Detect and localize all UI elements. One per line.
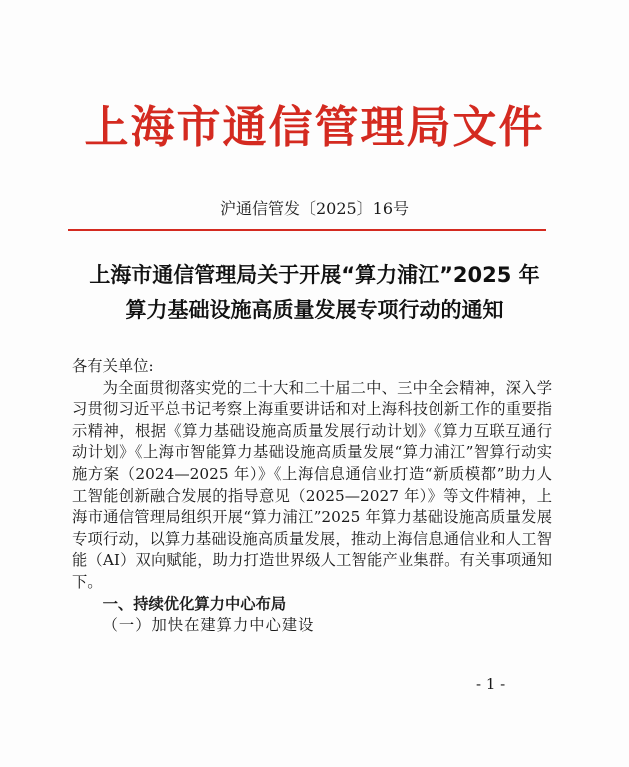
notice-title-line-1: 上海市通信管理局关于开展“算力浦江”2025 年: [89, 263, 540, 287]
red-divider-line: [68, 229, 546, 231]
notice-title-line-2: 算力基础设施高质量发展专项行动的通知: [125, 298, 504, 322]
document-body: [72, 356, 552, 637]
salutation: 各有关单位:: [72, 357, 154, 375]
body-paragraph: 为全面贯彻落实党的二十大和二十届二中、三中全会精神，深入学习贯彻习近平总书记考察上海重要讲话和对上海科技创新工作的重要指示精神，根据《算力基础设施高质量发展行动计划》《算力互联互通行动计划》《上海市智能算力基础设施高质量发展“算力浦江”智算行动实施方案（2024—2025 年）》《上海信息通信业打造“新质模都”助力人工智能创新融合发展的指导意见（2025—2027 年）》等文件精神，上海市通信管理局组织开展“算力浦江”2025 年算力基础设施高质量发展专项行动，以算力基础设施高质量发展，推动上海信息通信业和人工智能（AI）双向赋能，助力打造世界级人工智能产业集群。有关事项通知下。: [72, 378, 552, 591]
notice-title: [40, 258, 589, 328]
document-number: 沪通信管发〔2025〕16号: [219, 199, 410, 218]
masthead-title: 上海市通信管理局文件: [84, 102, 545, 153]
subsection-heading-1: （一）加快在建算力中心建设: [102, 616, 315, 635]
page-number: - 1 -: [476, 675, 506, 693]
section-heading-1: 一、持续优化算力中心布局: [102, 594, 287, 613]
